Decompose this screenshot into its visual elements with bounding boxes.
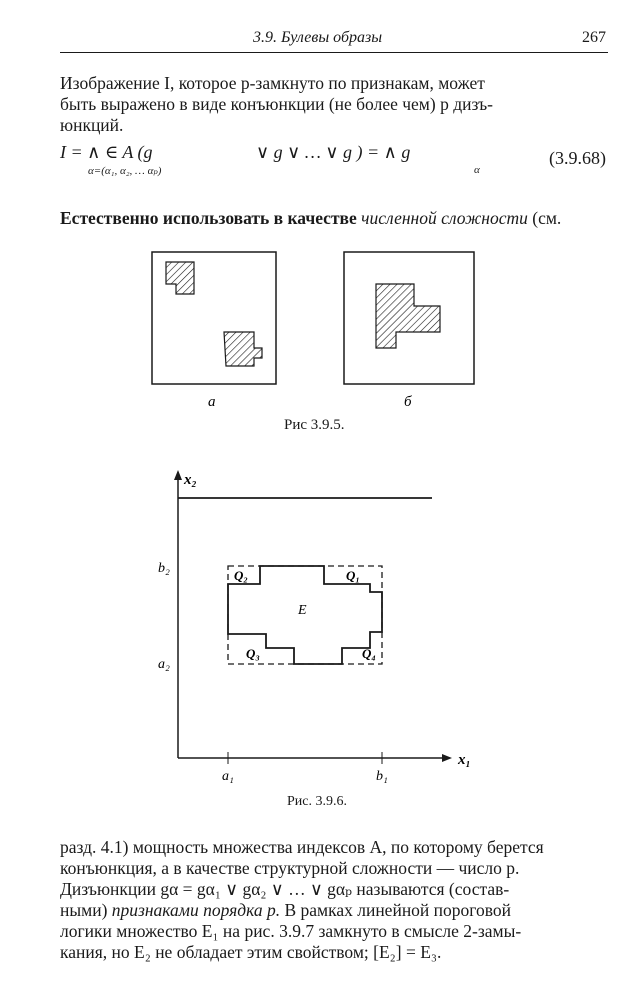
- panel-b-shape: [376, 284, 440, 348]
- region-e-label: E: [298, 603, 307, 618]
- panel-a-shape-2: [224, 332, 262, 366]
- region-q4-label: Q₄: [362, 646, 376, 661]
- equation-3-9-68: [60, 142, 608, 186]
- paragraph-3: [60, 837, 608, 963]
- para3-line4-start: ными): [60, 900, 112, 920]
- panel-b-label: б: [404, 394, 412, 410]
- intro-line: юнкций.: [60, 115, 124, 135]
- page-number: 267: [582, 29, 606, 46]
- intro-paragraph: [60, 73, 608, 136]
- para3-line: Дизъюнкции gα = gα₁ ∨ gα₂ ∨ … ∨ gαₚ называются (состав-: [60, 879, 510, 899]
- equation-number: (3.9.68): [549, 148, 606, 168]
- figure-3-9-5: [150, 248, 480, 438]
- x-axis-label: x₁: [458, 752, 471, 768]
- figure-3-9-5-drawing: [150, 248, 480, 438]
- region-q2-label: Q₂: [234, 568, 248, 583]
- panel-a-label: а: [208, 394, 216, 410]
- para2-italic: численной сложности: [361, 208, 528, 228]
- tick-b1-label: b₁: [376, 769, 388, 784]
- panel-a-shape-1: [166, 262, 194, 294]
- figure-3-9-5-caption: Рис 3.9.5.: [284, 417, 345, 433]
- tick-b2-label: b₂: [158, 561, 170, 576]
- figure-3-9-6-drawing: [150, 468, 480, 788]
- para3-line4-end: В рамках линейной пороговой: [280, 900, 512, 920]
- equation-alpha: α: [474, 164, 480, 176]
- figure-3-9-6-caption: Рис. 3.9.6.: [287, 794, 347, 809]
- para3-line: логики множество E₁ на рис. 3.9.7 замкнуто в смысле 2-замы-: [60, 921, 522, 941]
- para3-line4-italic: признаками порядка p.: [111, 900, 281, 920]
- para3-line: кания, но E₂ не обладает этим свойством; [E₂] = E₃.: [60, 942, 442, 962]
- running-header: [60, 26, 608, 53]
- region-q3-label: Q₃: [246, 646, 260, 661]
- y-axis-arrow: [174, 470, 182, 480]
- para2-text-end: (см.: [527, 208, 562, 228]
- equation-index-set: α=(α₁, α₂, … αₚ): [88, 165, 162, 177]
- intro-line: Изображение I, которое p-замкнуто по признакам, может: [60, 73, 485, 93]
- intro-line: быть выражено в виде конъюнкции (не более чем) p дизъ-: [60, 94, 493, 114]
- tick-a1-label: a₁: [222, 769, 234, 784]
- section-title: 3.9. Булевы образы: [253, 29, 383, 46]
- figure-3-9-6: [150, 468, 480, 788]
- para3-line-4: [60, 900, 608, 921]
- y-axis-label: x₂: [184, 472, 197, 488]
- para3-line: конъюнкция, а в качестве структурной сложности — число p.: [60, 858, 520, 878]
- para3-line: разд. 4.1) мощность множества индексов A, по которому берется: [60, 837, 544, 857]
- x-axis-arrow: [442, 754, 452, 762]
- para2-text: Естественно использовать в качестве: [60, 208, 362, 228]
- region-q1-label: Q₁: [346, 568, 360, 583]
- tick-a2-label: a₂: [158, 657, 170, 672]
- paragraph-2: [60, 208, 561, 229]
- equation-rhs: ∨ g ∨ … ∨ g ) = ∧ g: [256, 142, 411, 162]
- equation-lhs: I = ∧ ∈ A (g: [60, 142, 153, 162]
